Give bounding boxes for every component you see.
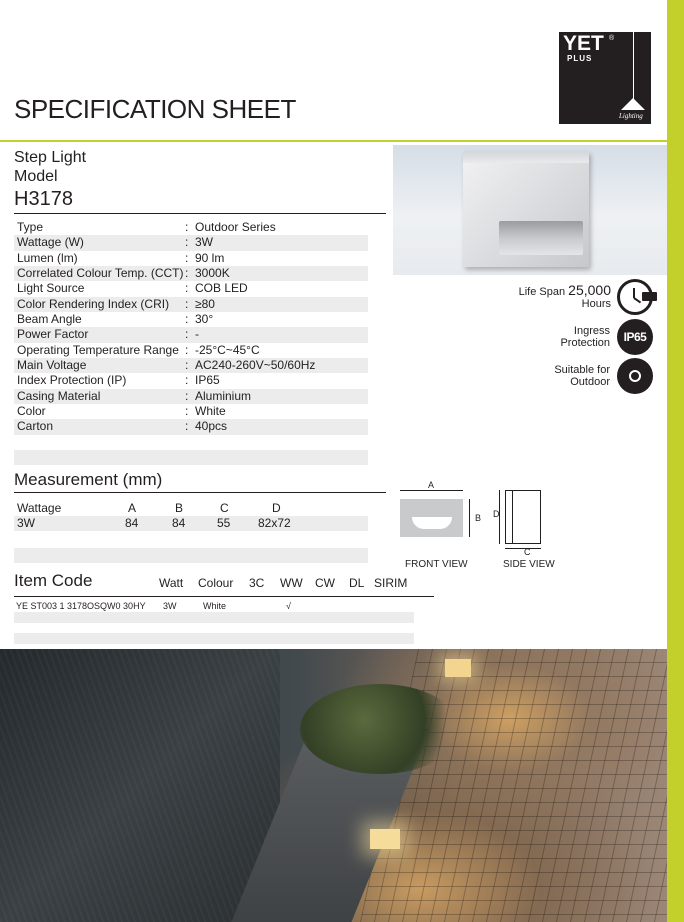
dim-label-b: B bbox=[475, 513, 482, 523]
spec-colon: : bbox=[185, 312, 189, 327]
spec-label: Beam Angle bbox=[17, 312, 82, 327]
item-code-header-3c: 3C bbox=[249, 576, 265, 590]
item-code-watt: 3W bbox=[163, 601, 177, 611]
measurement-b: 84 bbox=[172, 516, 186, 530]
spec-label: Operating Temperature Range bbox=[17, 342, 179, 357]
spec-row bbox=[14, 419, 368, 434]
lamp-cord-icon bbox=[633, 32, 634, 100]
spec-label: Light Source bbox=[17, 281, 85, 296]
product-photo bbox=[393, 145, 667, 275]
spec-row bbox=[14, 220, 368, 235]
lifespan-label: Life Span bbox=[518, 286, 566, 298]
item-code-header-watt: Watt bbox=[159, 576, 184, 590]
lamp-shade-icon bbox=[621, 98, 645, 110]
spec-colon: : bbox=[185, 235, 189, 250]
brand-logo bbox=[559, 32, 651, 124]
spec-row bbox=[14, 297, 368, 312]
spec-row bbox=[14, 312, 368, 327]
spec-colon: : bbox=[185, 296, 189, 311]
item-code-row bbox=[14, 600, 414, 611]
spec-table bbox=[14, 220, 368, 435]
spec-value: COB LED bbox=[195, 281, 248, 296]
accent-side-bar bbox=[667, 0, 684, 922]
item-code-header-dl: DL bbox=[349, 576, 365, 590]
dim-line-b bbox=[469, 499, 470, 537]
logo-tagline: Lighting bbox=[619, 112, 643, 120]
item-code-ww-check: √ bbox=[286, 601, 291, 611]
measurement-header-wattage: Wattage bbox=[17, 501, 62, 515]
spec-value: AC240-260V~50/60Hz bbox=[195, 358, 316, 373]
measurement-header-b: B bbox=[175, 501, 184, 515]
installed-step-light bbox=[370, 829, 400, 849]
spec-colon: : bbox=[185, 388, 189, 403]
fixture-light-slot bbox=[499, 221, 583, 255]
spec-value: 3000K bbox=[195, 266, 230, 281]
spec-value: 40pcs bbox=[195, 419, 228, 434]
spec-row bbox=[14, 235, 368, 250]
model-number: H3178 bbox=[14, 188, 73, 210]
logo-brand: YET bbox=[563, 32, 604, 55]
lifespan-unit: Hours bbox=[581, 298, 611, 310]
feature-outdoor bbox=[500, 364, 610, 388]
front-view-caption: FRONT VIEW bbox=[405, 559, 468, 570]
spec-row bbox=[14, 327, 368, 342]
spec-value: Aluminium bbox=[195, 388, 252, 403]
item-code-header-colour: Colour bbox=[198, 576, 234, 590]
measurement-header-c: C bbox=[220, 501, 229, 515]
measurement-a: 84 bbox=[125, 516, 139, 530]
spec-label: Color Rendering Index (CRI) bbox=[17, 296, 170, 311]
item-code-band-1 bbox=[14, 612, 414, 623]
measurement-divider bbox=[14, 492, 386, 493]
spec-row bbox=[14, 373, 368, 388]
spec-colon: : bbox=[185, 419, 189, 434]
clock-battery-icon bbox=[617, 279, 653, 315]
spec-row bbox=[14, 343, 368, 358]
item-code-divider bbox=[14, 596, 434, 597]
measurement-header-a: A bbox=[128, 501, 137, 515]
spec-colon: : bbox=[185, 342, 189, 357]
item-code-title: Item Code bbox=[14, 571, 93, 590]
side-view-caption: SIDE VIEW bbox=[503, 559, 555, 570]
spec-label: Type bbox=[17, 220, 44, 234]
step-light-fixture bbox=[463, 151, 589, 267]
spec-colon: : bbox=[185, 220, 189, 234]
measurement-title: Measurement (mm) bbox=[14, 470, 163, 489]
spec-colon: : bbox=[185, 373, 189, 388]
spec-value: White bbox=[195, 404, 226, 419]
spec-row bbox=[14, 266, 368, 281]
outdoor-label-1: Suitable for bbox=[554, 364, 610, 376]
ip65-icon: IP65 bbox=[617, 319, 653, 355]
ingress-label-1: Ingress bbox=[573, 325, 610, 337]
spec-row bbox=[14, 281, 368, 296]
spec-value: - bbox=[195, 327, 199, 342]
measurement-d: 82x72 bbox=[258, 516, 291, 530]
measurement-value-row bbox=[14, 516, 368, 531]
shrub bbox=[300, 684, 460, 774]
spec-value: 90 lm bbox=[195, 250, 225, 265]
spec-row bbox=[14, 358, 368, 373]
spec-label: Correlated Colour Temp. (CCT) bbox=[17, 266, 184, 281]
measurement-header-d: D bbox=[272, 501, 281, 515]
spec-colon: : bbox=[185, 358, 189, 373]
measurement-footer-band bbox=[14, 548, 368, 563]
spec-label: Wattage (W) bbox=[17, 235, 84, 250]
spec-label: Color bbox=[17, 404, 46, 419]
measurement-wattage: 3W bbox=[17, 516, 35, 530]
item-code-value: YE ST003 1 3178OSQW0 30HY bbox=[16, 601, 146, 611]
front-view-arc bbox=[412, 517, 452, 529]
product-type: Step Light bbox=[14, 149, 87, 166]
spec-colon: : bbox=[185, 281, 189, 296]
dim-line-a bbox=[400, 490, 463, 491]
spec-label: Index Protection (IP) bbox=[17, 373, 127, 388]
item-code-colour: White bbox=[203, 601, 227, 611]
spec-label: Power Factor bbox=[17, 327, 89, 342]
lawn-area bbox=[0, 649, 280, 922]
spec-value: 3W bbox=[195, 235, 213, 250]
spec-value: Outdoor Series bbox=[195, 220, 276, 234]
side-view-shape bbox=[505, 490, 541, 544]
item-code-header-sirim: SIRIM bbox=[374, 576, 408, 590]
feature-lifespan bbox=[470, 284, 611, 310]
grass-texture bbox=[0, 649, 280, 922]
logo-registered: ® bbox=[609, 35, 615, 42]
measurement-c: 55 bbox=[217, 516, 231, 530]
header-divider bbox=[0, 140, 667, 142]
page-title: SPECIFICATION SHEET bbox=[14, 94, 296, 124]
spec-value: IP65 bbox=[195, 373, 220, 388]
spec-row bbox=[14, 389, 368, 404]
dim-label-d: D bbox=[493, 509, 500, 519]
lifespan-value: 25,000 bbox=[568, 282, 611, 298]
outdoor-label-2: Outdoor bbox=[570, 376, 610, 388]
spec-label: Lumen (lm) bbox=[17, 250, 78, 265]
feature-ingress bbox=[500, 325, 610, 349]
front-view-shape bbox=[400, 499, 463, 537]
sun-core bbox=[629, 370, 641, 382]
clock-hand-minute-icon bbox=[633, 297, 641, 303]
spec-colon: : bbox=[185, 266, 189, 281]
model-label: Model bbox=[14, 168, 58, 185]
installed-step-light-far bbox=[445, 659, 471, 677]
dimension-diagram bbox=[395, 480, 565, 575]
spec-divider bbox=[14, 213, 386, 214]
sun-icon bbox=[617, 358, 653, 394]
spec-colon: : bbox=[185, 250, 189, 265]
installation-photo bbox=[0, 649, 667, 922]
spec-value: 30° bbox=[195, 312, 214, 327]
spec-value: -25°C~45°C bbox=[195, 342, 260, 357]
spec-table-footer-band bbox=[14, 450, 368, 465]
dim-label-a: A bbox=[428, 480, 435, 490]
item-code-band-2 bbox=[14, 633, 414, 644]
logo-sub: PLUS bbox=[567, 54, 593, 63]
dim-line-c bbox=[505, 548, 541, 549]
spec-colon: : bbox=[185, 327, 189, 342]
measurement-header-row bbox=[14, 501, 368, 516]
spec-label: Casing Material bbox=[17, 388, 101, 403]
side-view-inner bbox=[512, 491, 513, 543]
spec-colon: : bbox=[185, 404, 189, 419]
fixture-top-edge bbox=[463, 151, 589, 163]
spec-row bbox=[14, 251, 368, 266]
spec-value: ≥80 bbox=[195, 296, 215, 311]
spec-label: Main Voltage bbox=[17, 358, 87, 373]
ingress-label-2: Protection bbox=[560, 337, 610, 349]
battery-icon bbox=[642, 292, 657, 301]
dim-label-c: C bbox=[524, 547, 531, 557]
item-code-header-ww: WW bbox=[280, 576, 303, 590]
spec-row bbox=[14, 404, 368, 419]
item-code-header-cw: CW bbox=[315, 576, 335, 590]
spec-label: Carton bbox=[17, 419, 54, 434]
